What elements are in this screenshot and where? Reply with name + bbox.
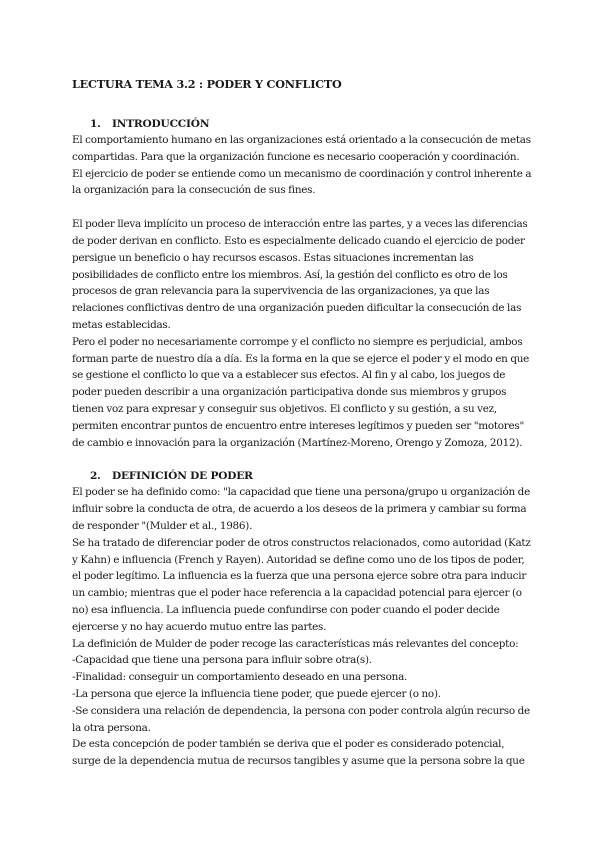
list-item: -Capacidad que tiene una persona para influir sobre otra(s). [72, 654, 372, 667]
list-item: -La persona que ejerce la influencia tiene poder, que puede ejercer (o no). [72, 687, 441, 700]
paragraph: De esta concepción de poder también se deriva que el poder es considerado potencial, surge de la dependencia mutua de recursos tangibles y asume que la persona sobre la que [72, 738, 525, 768]
document-title: LECTURA TEMA 3.2 : PODER Y CONFLICTO [72, 77, 342, 91]
list-item: -Finalidad: conseguir un comportamiento deseado en una persona. [72, 671, 408, 684]
section-title: INTRODUCCIÓN [112, 118, 210, 130]
paragraph: Se ha tratado de diferenciar poder de otros constructos relacionados, como autoridad (Katz y Kahn) e influencia (French y Rayen). Autoridad se define como uno de los tipos de poder, el poder legítimo. La influencia es la fuerza que una persona ejerce sobre otra para inducir un cambio; mientras que el poder hace referencia a la capacidad potencial para ejercer (o no) esa influencia. La influencia puede confundirse con poder cuando el poder decide ejercerse y no hay acuerdo mutuo entre las partes. [72, 536, 531, 633]
section-heading-definicion-de-poder [72, 468, 532, 484]
paragraph: El poder se ha definido como: "la capacidad que tiene una persona/grupo u organización de influir sobre la conducta de otra, de acuerdo a los deseos de la primera y cambiar su forma de responder "(Mulder et al., 1986). [72, 486, 530, 532]
paragraph: La definición de Mulder de poder recoge las características más relevantes del concepto: [72, 637, 519, 650]
paragraph: Pero el poder no necesariamente corrompe y el conflicto no siempre es perjudicial, ambos forman parte de nuestro día a día. Es la forma en la que se ejerce el poder y el modo en que se gestione el conflicto lo que va a establecer sus efectos. Al fin y al cabo, los juegos de poder pueden describir a una organización participativa donde sus miembros y grupos tienen voz para expresar y conseguir sus objetivos. El conflicto y su gestión, a su vez, permiten encontrar puntos de encuentro entre intereses legítimos y pueden ser "motores" de cambio e innovación para la organización (Martínez-Moreno, Orengo y Zomoza, 2012). [72, 335, 530, 449]
section-title: DEFINICIÓN DE PODER [112, 470, 253, 483]
document-page [72, 76, 532, 770]
section-number: 1. [90, 118, 101, 130]
section-heading-introduccion [72, 116, 532, 132]
list-item: -Se considera una relación de dependencia, la persona con poder controla algún recurso de la otra persona. [72, 704, 530, 734]
section-number: 2. [90, 470, 101, 483]
paragraph: El comportamiento humano en las organizaciones está orientado a la consecución de metas compartidas. Para que la organización funcione es necesario cooperación y coordinación. El ejercicio de poder se entiende como un mecanismo de coordinación y control inherente a la organización para la consecución de sus fines. [72, 134, 532, 197]
paragraph: El poder lleva implícito un proceso de interacción entre las partes, y a veces las diferencias de poder derivan en conflicto. Esto es especialmente delicado cuando el ejercicio de poder persigue un beneficio o hay recursos escasos. Estas situaciones incrementan las posibilidades de conflicto entre los miembros. Así, la gestión del conflicto es otro de los procesos de gran relevancia para la supervivencia de las organizaciones, ya que las relaciones conflictivas dentro de una organización pueden dificultar la consecución de las metas establecidas. [72, 218, 528, 331]
